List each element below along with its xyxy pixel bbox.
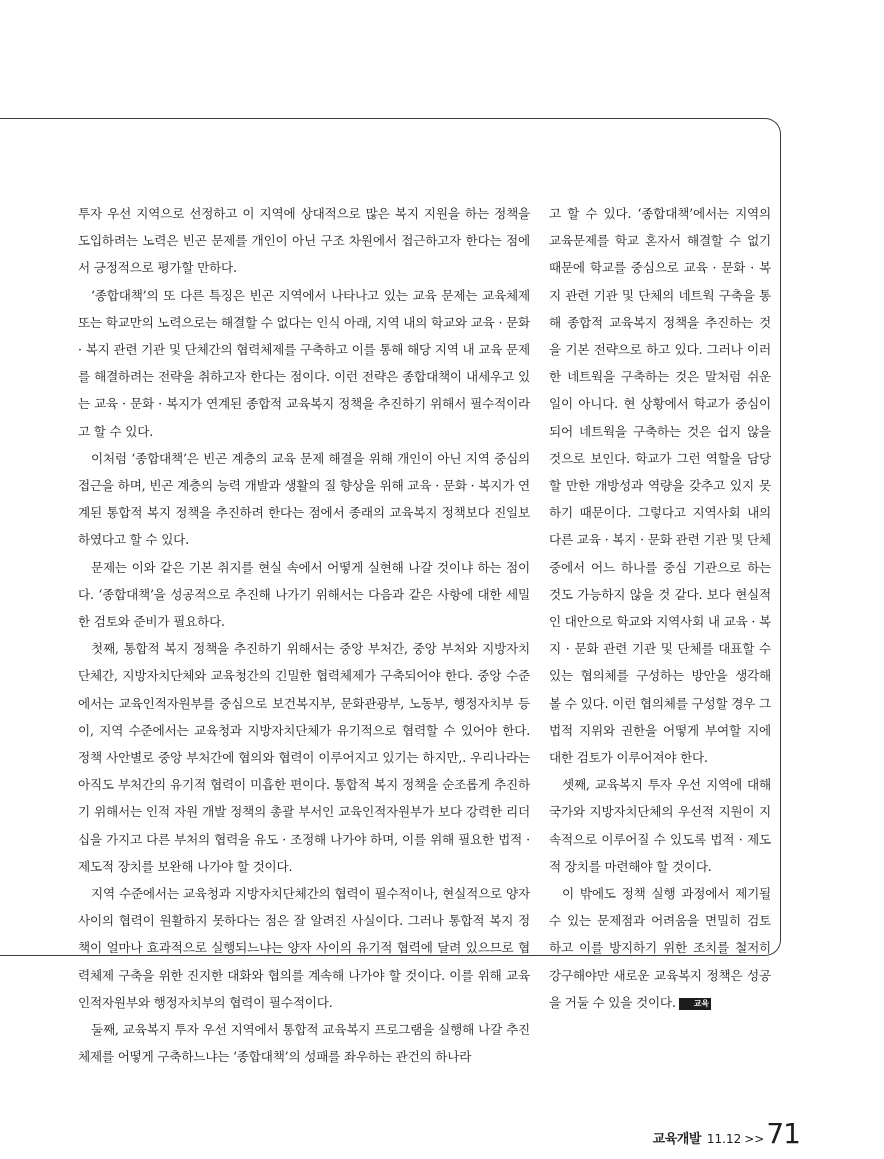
paragraph: 이처럼 ‘종합대책’은 빈곤 계층의 교육 문제 해결을 위해 개인이 아닌 지역 중심의 접근을 하며, 빈곤 계층의 능력 개발과 생활의 질 향상을 위해 교육 · 문화 · 복지가 연계된 통합적 복지 정책을 추진하려 한다는 점에서 종래의 교육복지 정책보다 진일보하였다고 할 수 있다. xyxy=(78,450,530,548)
page-footer xyxy=(652,1117,800,1150)
paragraph: 둘째, 교육복지 투자 우선 지역에서 통합적 교육복지 프로그램을 실행해 나갈 추진체제를 어떻게 구축하느냐는 ‘종합대책’의 성패를 좌우하는 관건의 하나라 xyxy=(78,1022,530,1065)
paragraph: 지역 수준에서는 교육청과 지방자치단체간의 협력이 필수적이나, 현실적으로 양자 사이의 협력이 원활하지 못하다는 점은 잘 알려진 사실이다. 그러나 통합적 복지 정책이 얼마나 효과적으로 실행되느냐는 양자 사이의 유기적 협력에 달려 있으므로 협력체제 구축을 위한 진지한 대화와 협의를 계속해 나가야 할 것이다. 이를 위해 교육인적자원부와 행정자치부의 협력이 필수적이다. xyxy=(78,886,530,1010)
paragraph: ‘종합대책’의 또 다른 특징은 빈곤 지역에서 나타나고 있는 교육 문제는 교육체제 또는 학교만의 노력으로는 해결할 수 없다는 인식 아래, 지역 내의 학교와 교육 · 문화 · 복지 관련 기관 및 단체간의 협력체제를 구축하고 이를 통해 해당 지역 내 교육 문제를 해결하려는 전략을 취하고자 한다는 점이다. 이런 전략은 종합대책이 내세우고 있는 교육 · 문화 · 복지가 연계된 종합적 교육복지 정책을 추진하기 위해서 필수적이라고 할 수 있다. xyxy=(78,287,530,439)
article-right-column xyxy=(549,200,771,1016)
page-number: 71 xyxy=(766,1117,800,1150)
paragraph: 고 할 수 있다. ‘종합대책’에서는 지역의 교육문제를 학교 혼자서 해결할 수 없기 때문에 학교를 중심으로 교육 · 문화 · 복지 관련 기관 및 단체의 네트웍 구축을 통해 종합적 교육복지 정책을 추진하는 것을 기본 전략으로 하고 있다. 그러나 이러한 네트웍을 구축하는 것은 말처럼 쉬운 일이 아니다. 현 상황에서 학교가 중심이 되어 네트웍을 구축하는 것은 쉽지 않을 것으로 보인다. 학교가 그런 역할을 담당할 만한 개방성과 역량을 갖추고 있지 못하기 때문이다. 그렇다고 지역사회 내의 다른 교육 · 복지 · 문화 관련 기관 및 단체 중에서 어느 하나를 중심 기관으로 하는 것도 가능하지 않을 것 같다. 보다 현실적인 대안으로 학교와 지역사회 내 교육 · 복지 · 문화 관련 기관 및 단체를 대표할 수 있는 협의체를 구성하는 방안을 생각해 볼 수 있다. 이런 협의체를 구성할 경우 그 법적 지위와 권한을 어떻게 부여할 지에 대한 검토가 이루어져야 한다. xyxy=(549,206,771,766)
magazine-title: 교육개발 xyxy=(652,1132,701,1147)
paragraph: 이 밖에도 정책 실행 과정에서 제기될 수 있는 문제점과 어려움을 면밀히 검토하고 이를 방지하기 위한 조치를 철저히 강구해야만 새로운 교육복지 정책은 성공을 거둘 수 있을 것이다. 교육 xyxy=(549,886,771,1010)
page-arrows: >> xyxy=(744,1132,765,1146)
paragraph: 투자 우선 지역으로 선정하고 이 지역에 상대적으로 많은 복지 지원을 하는 정책을 도입하려는 노력은 빈곤 문제를 개인이 아닌 구조 차원에서 접근하고자 한다는 점에서 긍정적으로 평가할 만하다. xyxy=(78,206,530,276)
paragraph: 첫째, 통합적 복지 정책을 추진하기 위해서는 중앙 부처간, 중앙 부처와 지방자치단체간, 지방자치단체와 교육청간의 긴밀한 협력체제가 구축되어야 한다. 중앙 수준에서는 교육인적자원부를 중심으로 보건복지부, 문화관광부, 노동부, 행정자치부 등이, 지역 수준에서는 교육청과 지방자치단체가 유기적으로 협력할 수 있어야 한다. 정책 사안별로 중앙 부처간에 협의와 협력이 이루어지고 있기는 하지만,. 우리나라는 아직도 부처간의 유기적 협력이 미흡한 편이다. 통합적 복지 정책을 순조롭게 추진하기 위해서는 인적 자원 개발 정책의 총괄 부서인 교육인적자원부가 보다 강력한 리더십을 가지고 다른 부처의 협력을 유도 · 조정해 나가야 하며, 이를 위해 필요한 법적 · 제도적 장치를 보완해 나가야 할 것이다. xyxy=(78,641,530,874)
end-of-article-mark: 교육 xyxy=(679,998,711,1010)
issue-number: 11.12 xyxy=(706,1132,742,1146)
article-left-column xyxy=(78,200,530,1071)
paragraph: 문제는 이와 같은 기본 취지를 현실 속에서 어떻게 실현해 나갈 것이냐 하는 점이다. ‘종합대책’을 성공적으로 추진해 나가기 위해서는 다음과 같은 사항에 대한 세밀한 검토와 준비가 필요하다. xyxy=(78,559,530,630)
paragraph: 셋째, 교육복지 투자 우선 지역에 대해 국가와 지방자치단체의 우선적 지원이 지속적으로 이루어질 수 있도록 법적 · 제도적 장치를 마련해야 할 것이다. xyxy=(549,777,771,874)
